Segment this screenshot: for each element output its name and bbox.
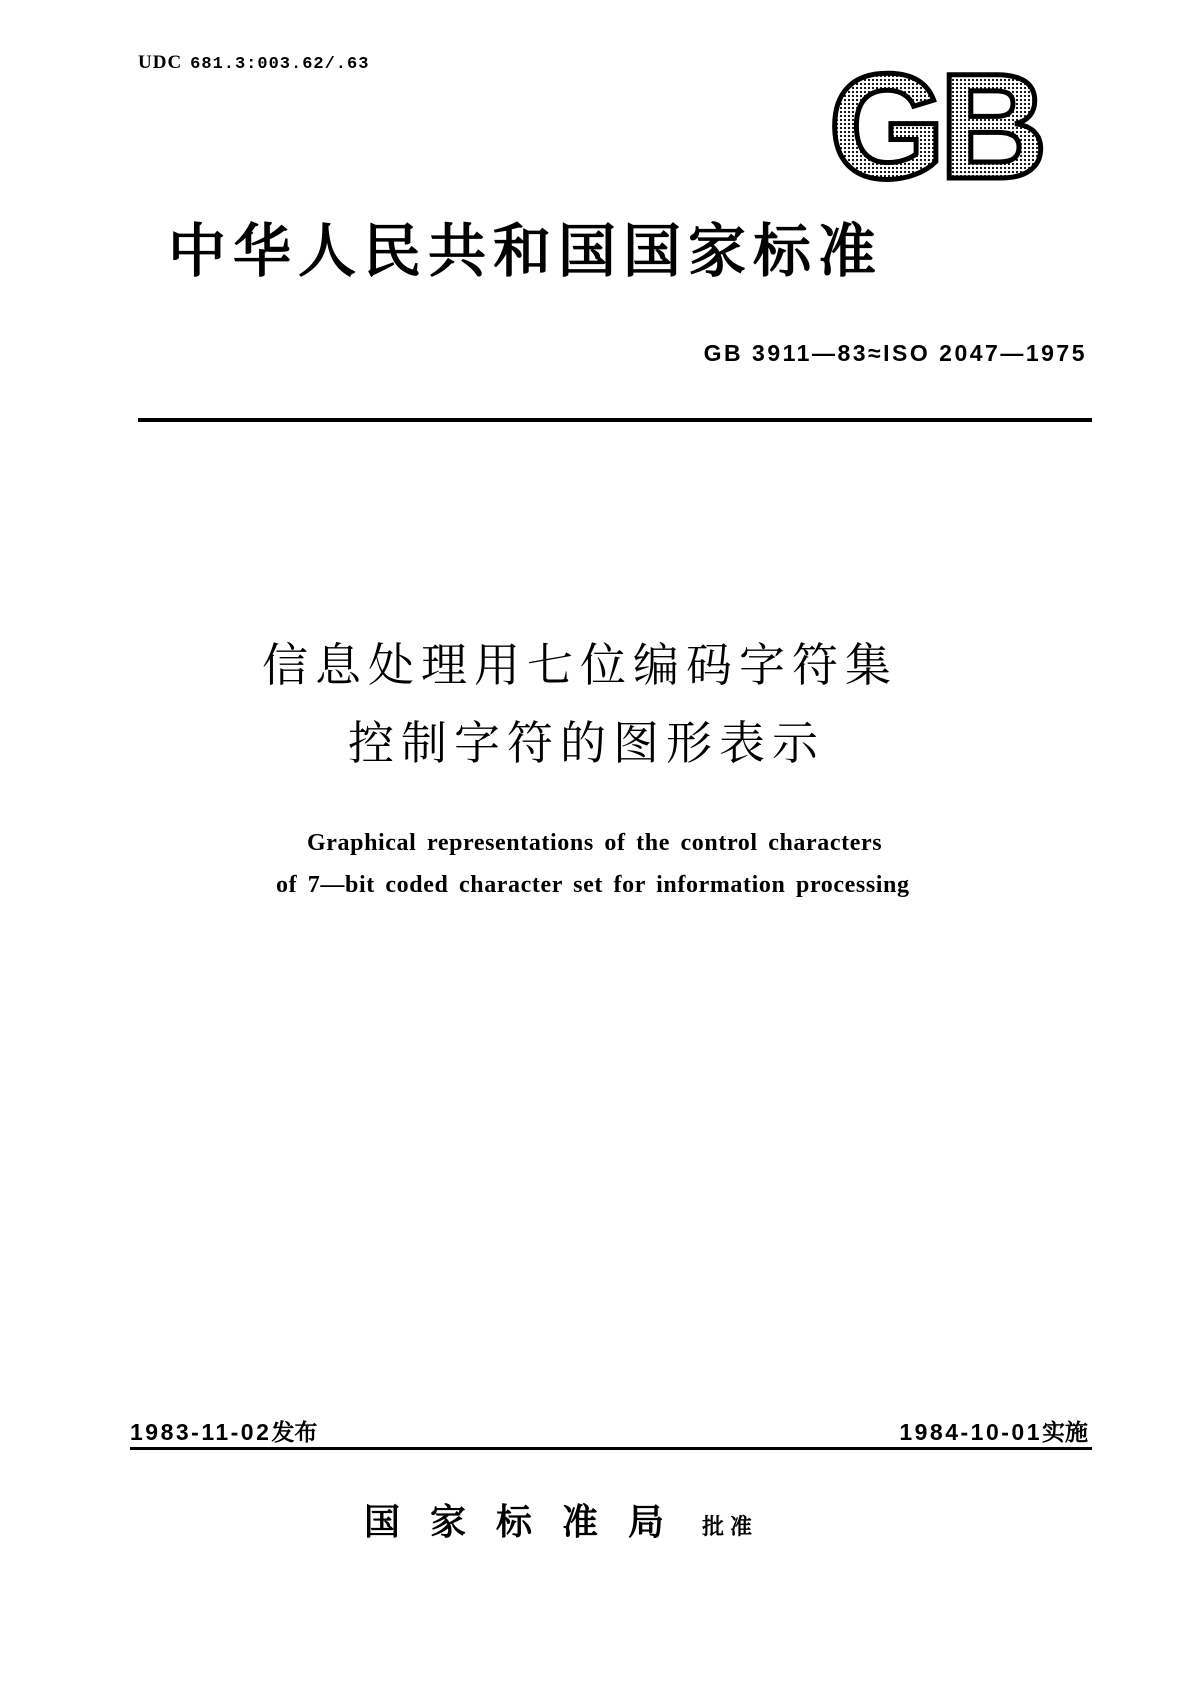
gb-logo <box>815 62 1055 190</box>
udc-code: 681.3:003.62/.63 <box>190 55 370 74</box>
english-title-line-2: of 7—bit coded character set for information processing <box>276 872 910 898</box>
authority-name: 国家标准局 <box>364 1502 695 1543</box>
authority-action: 批准 <box>702 1515 759 1540</box>
english-title-line-1: Graphical representations of the control characters <box>307 830 883 856</box>
udc-classification <box>138 52 369 74</box>
approving-authority <box>364 1494 758 1545</box>
effective-date <box>899 1414 1088 1447</box>
effective-date-label: 实施 <box>1042 1420 1088 1446</box>
bottom-divider <box>130 1447 1092 1450</box>
effective-date-value: 1984-10-01 <box>899 1419 1042 1445</box>
top-divider <box>138 418 1092 422</box>
standard-number: GB 3911—83≈ISO 2047—1975 <box>703 340 1087 366</box>
issue-date-value: 1983-11-02 <box>130 1419 272 1445</box>
udc-label: UDC <box>138 52 183 73</box>
chinese-title-line-1: 信息处理用七位编码字符集 <box>262 638 898 692</box>
issue-date <box>130 1414 317 1447</box>
issue-date-label: 发布 <box>271 1420 318 1446</box>
national-standard-heading: 中华人民共和国国家标准 <box>168 217 884 285</box>
gb-logo-text: GB <box>828 62 1042 190</box>
chinese-title-line-2: 控制字符的图形表示 <box>348 716 825 770</box>
